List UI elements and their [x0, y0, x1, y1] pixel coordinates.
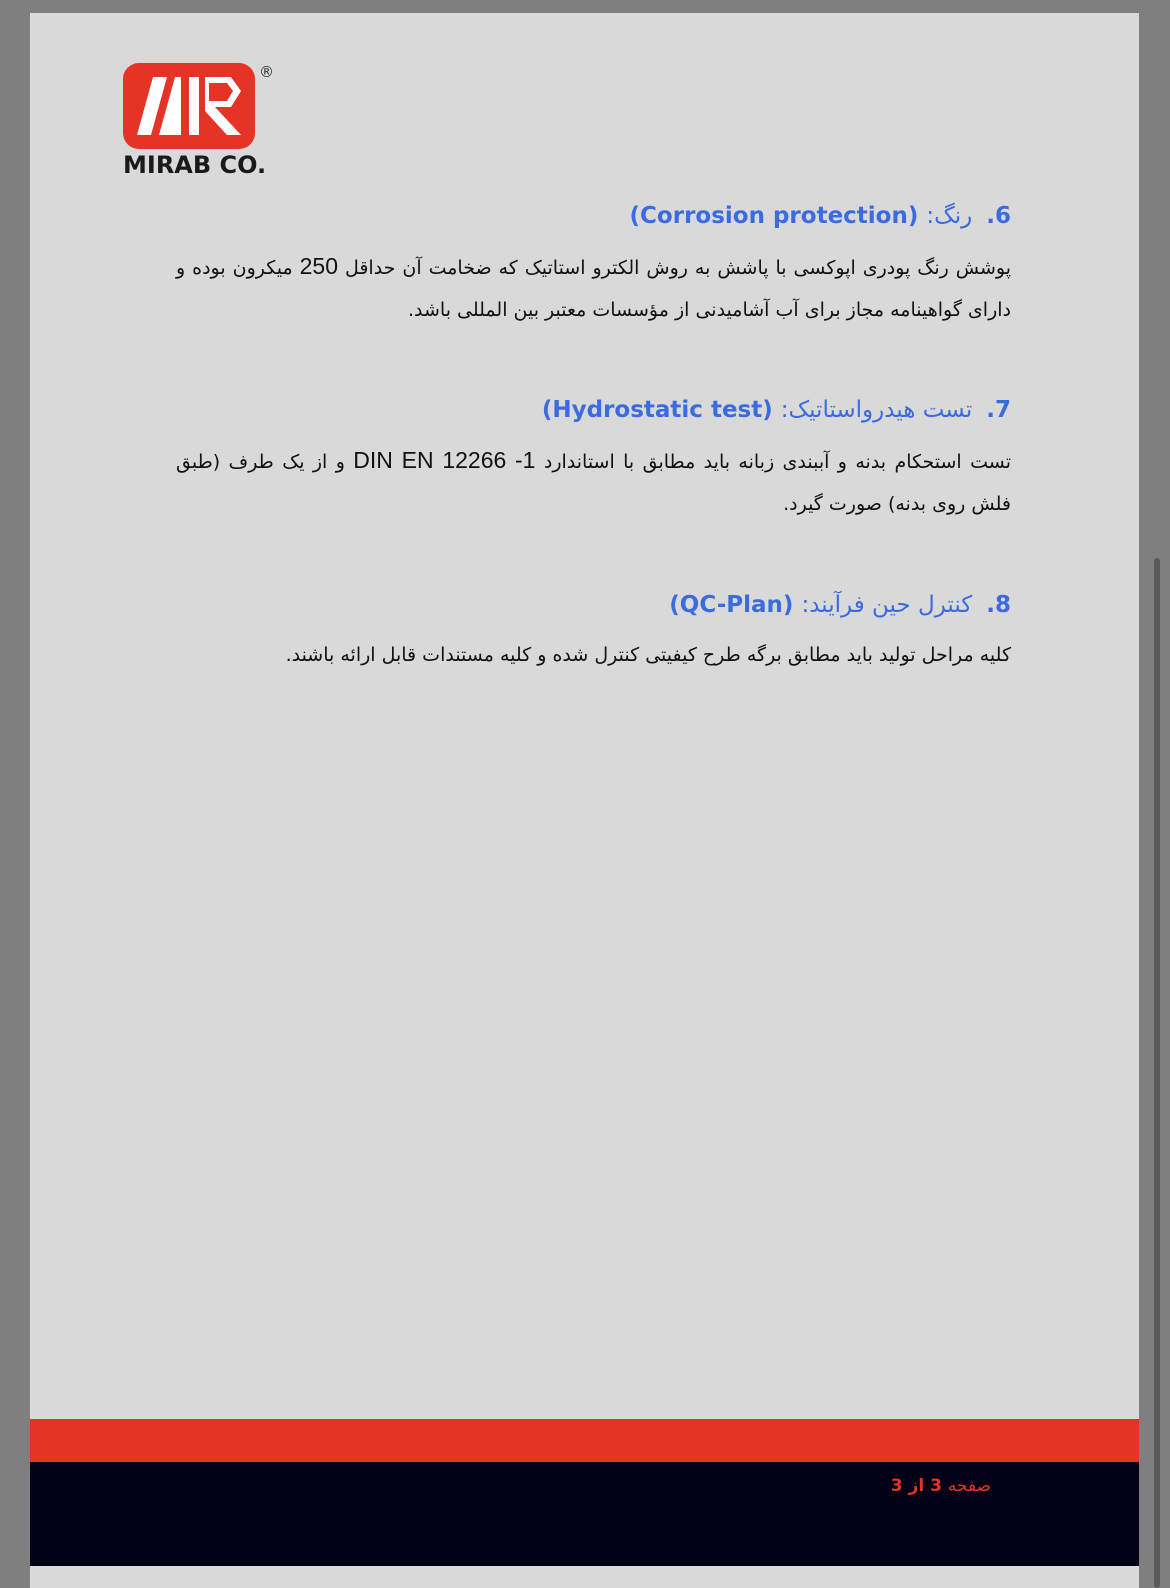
scrollbar-track[interactable] — [1150, 0, 1170, 1588]
scrollbar-thumb[interactable] — [1154, 558, 1160, 1588]
section-title-en: (Hydrostatic test) — [541, 397, 773, 423]
section-hydrostatic-test — [176, 395, 1011, 525]
body-text-part: کلیه مراحل تولید باید مطابق برگه طرح کیفیتی کنترل شده و کلیه مستندات قابل ارائه باشند. — [285, 644, 1011, 666]
section-title-fa: تست هیدرواستاتیک: — [780, 397, 973, 423]
section-title-fa: رنگ: — [926, 203, 973, 229]
page-number — [891, 1476, 991, 1496]
section-number: 6. — [986, 203, 1011, 229]
section-qc-plan — [176, 590, 1011, 676]
page-of: از — [908, 1476, 925, 1496]
section-heading — [176, 201, 1011, 231]
section-corrosion-protection — [176, 201, 1011, 331]
body-text-part: و از یک طرف (طبق فلش روی بدنه) صورت گیرد. — [176, 451, 1011, 515]
section-title-fa: کنترل حین فرآیند: — [801, 592, 973, 618]
page-total: 3 — [890, 1476, 903, 1496]
section-title-en: (QC-Plan) — [669, 592, 794, 618]
body-text-part: تست استحکام بدنه و آببندی زبانه باید مطابق با استاندارد — [543, 451, 1011, 473]
body-value: DIN EN 12266 -1 — [353, 447, 536, 473]
company-logo — [123, 63, 288, 193]
section-body — [176, 439, 1011, 525]
document-page — [30, 13, 1139, 1588]
page-current: 3 — [930, 1476, 942, 1496]
body-text-part: میکرون بوده و دارای گواهینامه مجاز برای آب آشامیدنی از مؤسسات معتبر بین المللی باشد. — [176, 257, 1011, 321]
registered-mark: ® — [259, 63, 274, 81]
body-value: 250 — [299, 253, 338, 279]
section-heading — [176, 395, 1011, 425]
footer-red-band — [30, 1419, 1139, 1462]
page-label: صفحه — [947, 1476, 991, 1496]
section-title-en: (Corrosion protection) — [629, 203, 919, 229]
section-body — [176, 245, 1011, 331]
section-number: 8. — [986, 592, 1011, 618]
company-name: MIRAB CO. — [123, 151, 267, 179]
body-text-part: پوشش رنگ پودری اپوکسی با پاشش به روش الکترو استاتیک که ضخامت آن حداقل — [344, 257, 1011, 279]
section-heading — [176, 590, 1011, 620]
section-number: 7. — [986, 397, 1011, 423]
section-body — [176, 634, 1011, 676]
mirab-logo-mark — [123, 63, 258, 151]
